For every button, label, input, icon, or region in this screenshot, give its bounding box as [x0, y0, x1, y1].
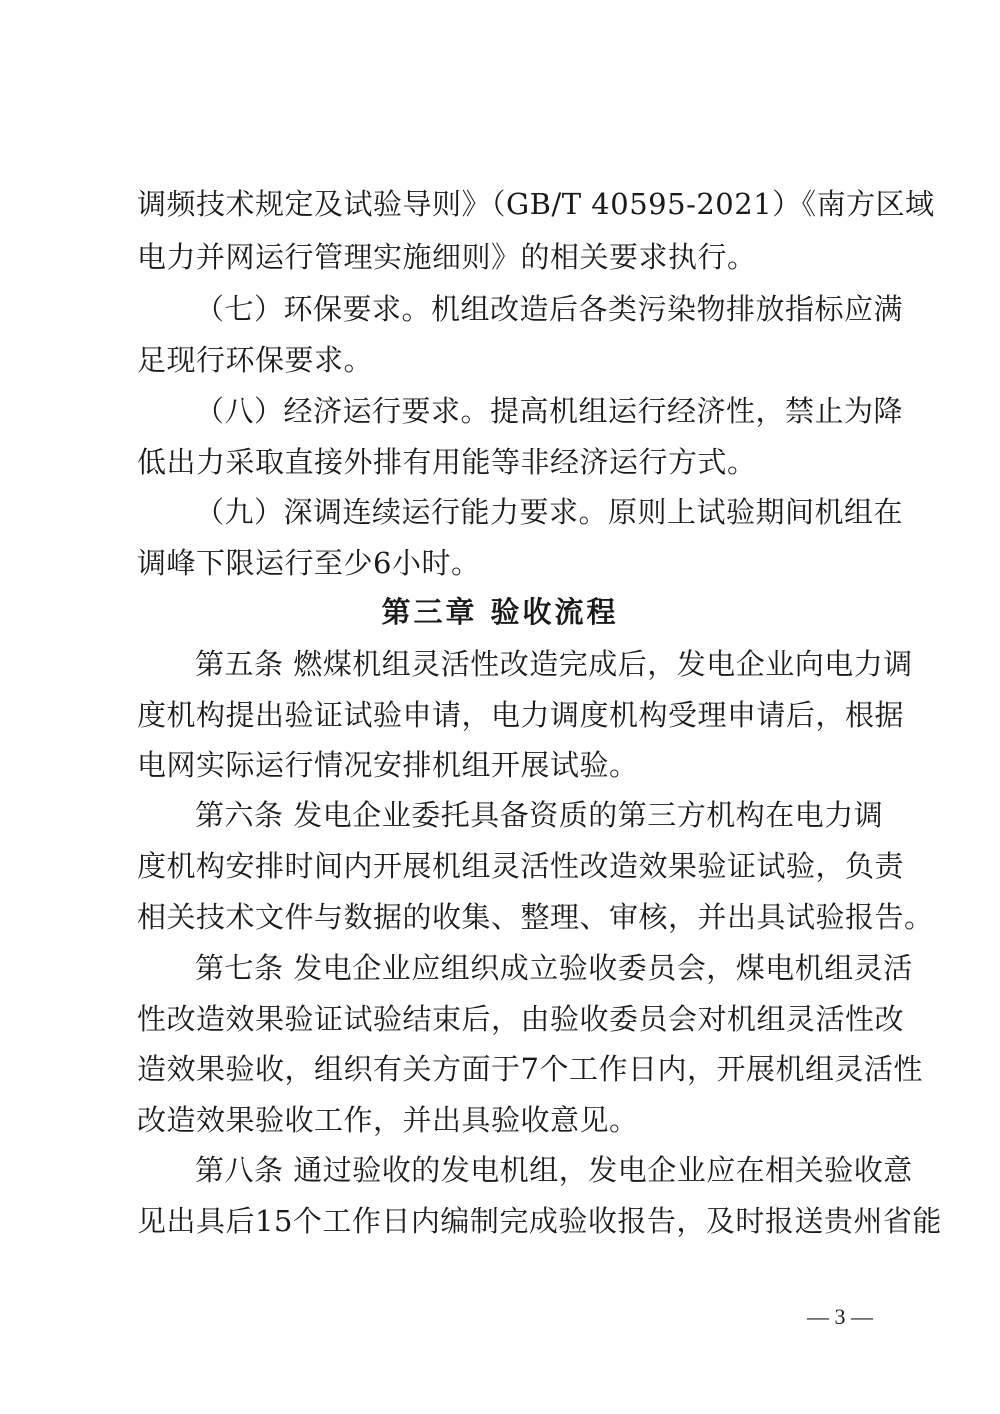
text-line: 性改造效果验证试验结束后，由验收委员会对机组灵活性改: [137, 1002, 905, 1036]
text-line: （七）环保要求。机组改造后各类污染物排放指标应满: [195, 292, 904, 326]
text-line: 第八条 通过验收的发电机组，发电企业应在相关验收意: [195, 1153, 913, 1187]
text-line: 度机构安排时间内开展机组灵活性改造效果验证试验，负责: [137, 849, 905, 883]
text-line: 低出力采取直接外排有用能等非经济运行方式。: [137, 445, 757, 479]
text-line: 见出具后15个工作日内编制完成验收报告，及时报送贵州省能: [137, 1204, 942, 1238]
text-line: 调频技术规定及试验导则》（GB/T 40595-2021）《南方区域: [137, 187, 935, 221]
text-line: 调峰下限运行至少6小时。: [137, 546, 481, 580]
chapter-title: 第三章 验收流程: [381, 595, 619, 629]
text-line: 第五条 燃煤机组灵活性改造完成后，发电企业向电力调: [195, 647, 913, 681]
text-line: 第六条 发电企业委托具备资质的第三方机构在电力调: [195, 798, 884, 832]
text-line: 相关技术文件与数据的收集、整理、审核，并出具试验报告。: [137, 900, 934, 934]
page-number: — 3 —: [807, 1304, 873, 1329]
text-line: 改造效果验收工作，并出具验收意见。: [137, 1103, 639, 1137]
text-line: 电力并网运行管理实施细则》的相关要求执行。: [137, 240, 757, 274]
text-line: 足现行环保要求。: [137, 343, 374, 377]
text-line: （八）经济运行要求。提高机组运行经济性，禁止为降: [195, 394, 904, 428]
text-line: 造效果验收，组织有关方面于7个工作日内，开展机组灵活性: [137, 1052, 923, 1086]
text-line: （九）深调连续运行能力要求。原则上试验期间机组在: [195, 495, 904, 529]
text-line: 度机构提出验证试验申请，电力调度机构受理申请后，根据: [137, 698, 905, 732]
text-line: 第七条 发电企业应组织成立验收委员会，煤电机组灵活: [195, 951, 913, 985]
text-line: 电网实际运行情况安排机组开展试验。: [137, 748, 639, 782]
